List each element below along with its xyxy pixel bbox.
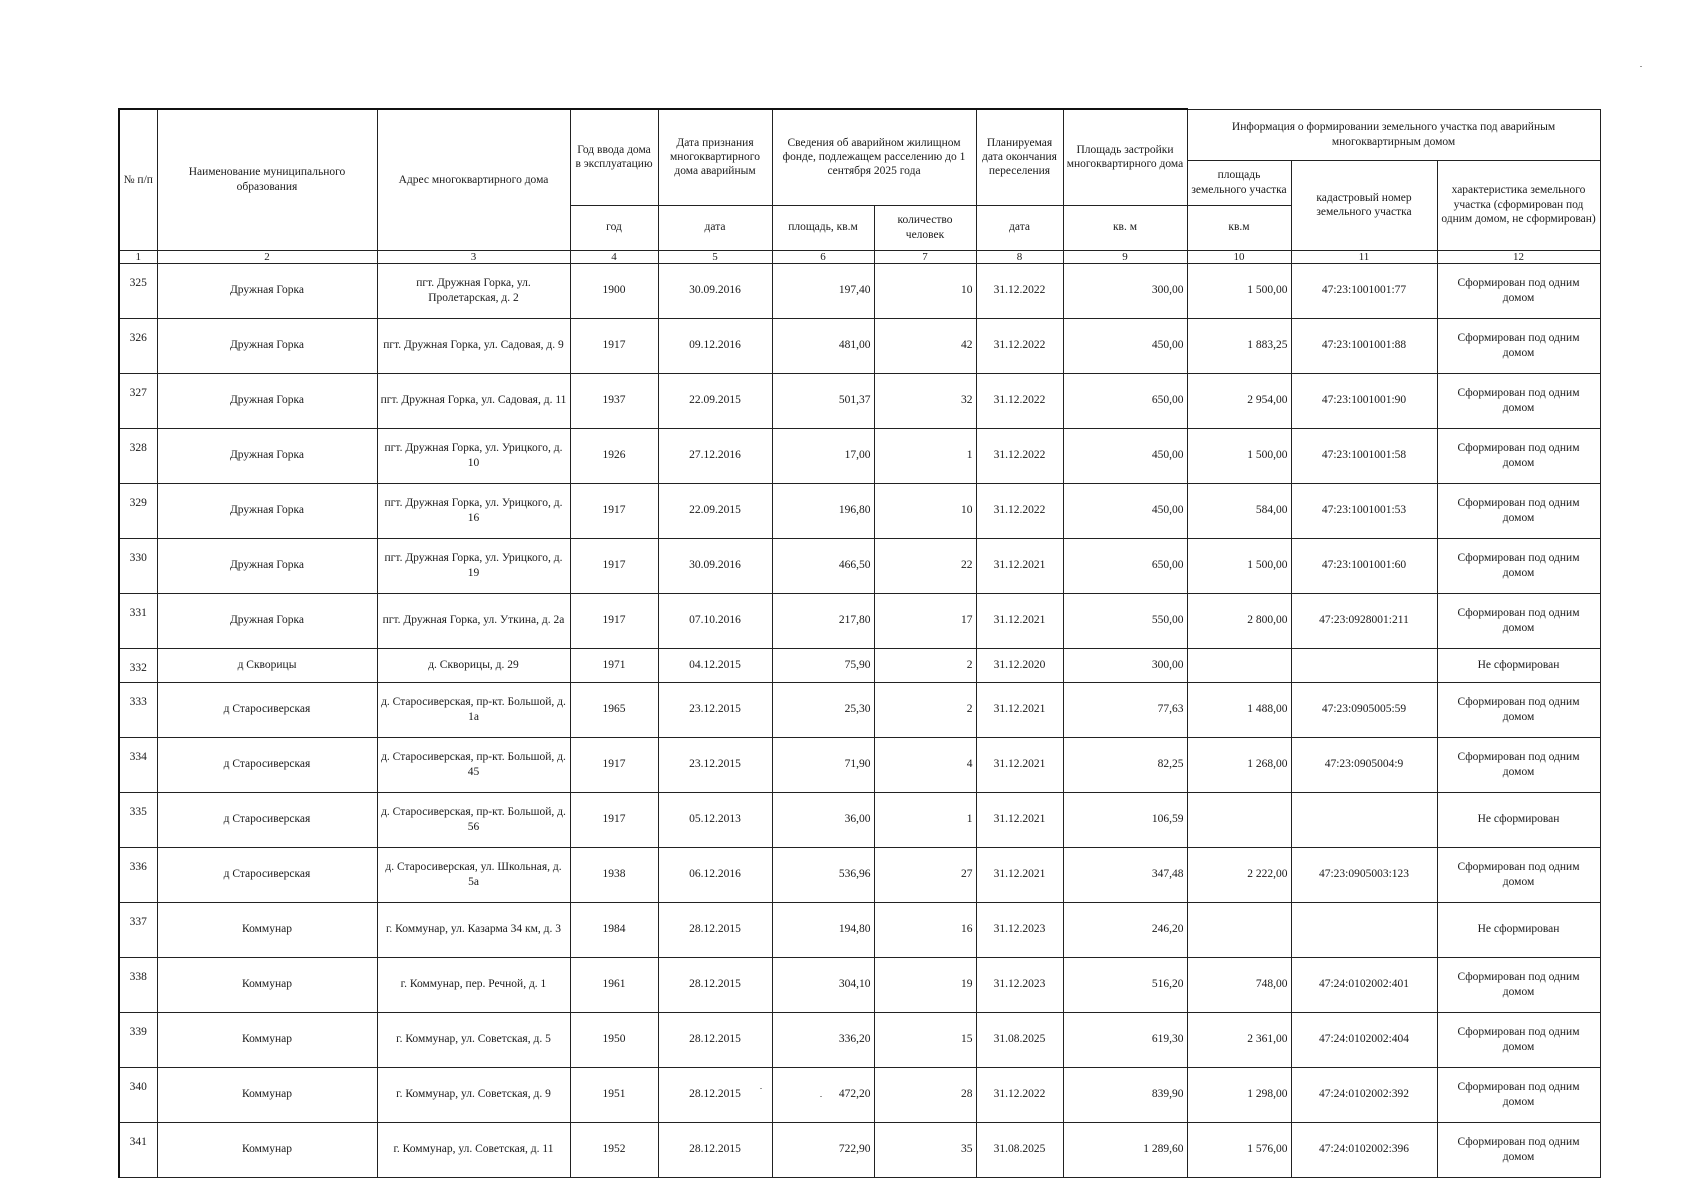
area-cell: 501,37 [772,373,874,428]
people-count-cell: 10 [874,483,976,538]
recognition-date-cell: 30.09.2016 [658,263,772,318]
cadastral-number-cell: 47:24:0102002:404 [1291,1012,1437,1067]
recognition-date-cell: 22.09.2015 [658,373,772,428]
land-area-cell [1187,902,1291,957]
table-row [119,483,1600,538]
row-number: 337 [119,902,157,957]
table-row [119,373,1600,428]
unit-land-area: кв.м [1187,205,1291,250]
people-count-cell: 10 [874,263,976,318]
table-row [119,648,1600,682]
cadastral-number-cell: 47:24:0102002:396 [1291,1122,1437,1177]
year-built-cell: 1951 [570,1067,658,1122]
land-status-cell: Сформирован под одним домом [1437,847,1600,902]
header-emergency-fund: Сведения об аварийном жилищном фонде, подлежащем расселению до 1 сентября 2025 года [772,109,976,205]
land-status-cell: Сформирован под одним домом [1437,1012,1600,1067]
table-row [119,902,1600,957]
recognition-date-cell: 27.12.2016 [658,428,772,483]
area-cell: 217,80 [772,593,874,648]
header-planned-date: Планируемая дата окончания переселения [976,109,1063,205]
municipality-cell: Дружная Горка [157,318,377,373]
building-area-cell: 839,90 [1063,1067,1187,1122]
land-area-cell [1187,792,1291,847]
table-row [119,847,1600,902]
planned-date-cell: 31.12.2020 [976,648,1063,682]
address-cell: д. Старосиверская, ул. Школьная, д. 5а [377,847,570,902]
planned-date-cell: 31.12.2022 [976,1067,1063,1122]
address-cell: д. Старосиверская, пр-кт. Большой, д. 45 [377,737,570,792]
row-number: 328 [119,428,157,483]
table-row [119,593,1600,648]
people-count-cell: 19 [874,957,976,1012]
year-built-cell: 1917 [570,737,658,792]
land-area-cell: 1 500,00 [1187,538,1291,593]
area-cell: 17,00 [772,428,874,483]
table-row [119,318,1600,373]
address-cell: г. Коммунар, ул. Советская, д. 9 [377,1067,570,1122]
table-row [119,1012,1600,1067]
building-area-cell: 300,00 [1063,263,1187,318]
building-area-cell: 347,48 [1063,847,1187,902]
year-built-cell: 1917 [570,318,658,373]
unit-people: количество человек [874,205,976,250]
municipality-cell: Дружная Горка [157,373,377,428]
planned-date-cell: 31.12.2021 [976,737,1063,792]
recognition-date-cell: 23.12.2015 [658,737,772,792]
land-status-cell: Сформирован под одним домом [1437,737,1600,792]
planned-date-cell: 31.12.2022 [976,373,1063,428]
year-built-cell: 1926 [570,428,658,483]
unit-plan-date: дата [976,205,1063,250]
table-row [119,538,1600,593]
recognition-date-cell: 28.12.2015 [658,902,772,957]
land-area-cell: 584,00 [1187,483,1291,538]
row-number: 329 [119,483,157,538]
table-row [119,1067,1600,1122]
people-count-cell: 2 [874,648,976,682]
recognition-date-cell: 07.10.2016 [658,593,772,648]
recognition-date-cell: 22.09.2015 [658,483,772,538]
building-area-cell: 619,30 [1063,1012,1187,1067]
unit-year: год [570,205,658,250]
row-number: 327 [119,373,157,428]
land-area-cell: 2 954,00 [1187,373,1291,428]
area-cell: 25,30 [772,682,874,737]
planned-date-cell: 31.12.2021 [976,792,1063,847]
municipality-cell: Коммунар [157,1122,377,1177]
address-cell: г. Коммунар, ул. Казарма 34 км, д. 3 [377,902,570,957]
row-number: 331 [119,593,157,648]
land-area-cell: 748,00 [1187,957,1291,1012]
year-built-cell: 1965 [570,682,658,737]
people-count-cell: 1 [874,792,976,847]
people-count-cell: 4 [874,737,976,792]
recognition-date-cell: 30.09.2016 [658,538,772,593]
row-number: 341 [119,1122,157,1177]
cadastral-number-cell: 47:23:1001001:88 [1291,318,1437,373]
col-number: 7 [874,250,976,263]
land-status-cell: Сформирован под одним домом [1437,318,1600,373]
year-built-cell: 1937 [570,373,658,428]
planned-date-cell: 31.12.2021 [976,847,1063,902]
land-status-cell: Сформирован под одним домом [1437,538,1600,593]
land-area-cell [1187,648,1291,682]
recognition-date-cell: 04.12.2015 [658,648,772,682]
header-recognition-date: Дата признания многоквартирного дома аварийным [658,109,772,205]
recognition-date-cell: 28.12.2015 [658,1067,772,1122]
unit-date: дата [658,205,772,250]
municipality-cell: д Старосиверская [157,847,377,902]
area-cell: 536,96 [772,847,874,902]
register-document [118,108,1598,1178]
col-number: 5 [658,250,772,263]
col-number: 9 [1063,250,1187,263]
col-number: 2 [157,250,377,263]
area-cell: 336,20 [772,1012,874,1067]
building-area-cell: 1 289,60 [1063,1122,1187,1177]
year-built-cell: 1938 [570,847,658,902]
header-cadastral: кадастровый номер земельного участка [1291,160,1437,250]
address-cell: пгт. Дружная Горка, ул. Урицкого, д. 10 [377,428,570,483]
header-municipality: Наименование муниципального образования [157,109,377,250]
land-area-cell: 1 268,00 [1187,737,1291,792]
year-built-cell: 1917 [570,483,658,538]
table-row [119,792,1600,847]
building-area-cell: 246,20 [1063,902,1187,957]
emergency-housing-table [118,108,1601,1178]
building-area-cell: 650,00 [1063,538,1187,593]
unit-area: площадь, кв.м [772,205,874,250]
municipality-cell: Дружная Горка [157,593,377,648]
header-num: № п/п [119,109,157,250]
year-built-cell: 1900 [570,263,658,318]
col-number: 6 [772,250,874,263]
recognition-date-cell: 06.12.2016 [658,847,772,902]
land-status-cell: Сформирован под одним домом [1437,593,1600,648]
col-number: 1 [119,250,157,263]
col-number: 8 [976,250,1063,263]
cadastral-number-cell: 47:23:0905004:9 [1291,737,1437,792]
people-count-cell: 2 [874,682,976,737]
planned-date-cell: 31.12.2022 [976,318,1063,373]
recognition-date-cell: 28.12.2015 [658,957,772,1012]
municipality-cell: Коммунар [157,902,377,957]
area-cell: 722,90 [772,1122,874,1177]
area-cell: 194,80 [772,902,874,957]
cadastral-number-cell: 47:23:1001001:90 [1291,373,1437,428]
municipality-cell: Дружная Горка [157,483,377,538]
area-cell: 197,40 [772,263,874,318]
header-land-character: характеристика земельного участка (сформирован под одним домом, не сформирован) [1437,160,1600,250]
land-area-cell: 2 361,00 [1187,1012,1291,1067]
cadastral-number-cell [1291,648,1437,682]
recognition-date-cell: 09.12.2016 [658,318,772,373]
people-count-cell: 16 [874,902,976,957]
address-cell: г. Коммунар, пер. Речной, д. 1 [377,957,570,1012]
recognition-date-cell: 05.12.2013 [658,792,772,847]
land-status-cell: Сформирован под одним домом [1437,682,1600,737]
area-cell: 36,00 [772,792,874,847]
land-status-cell: Сформирован под одним домом [1437,373,1600,428]
land-area-cell: 1 500,00 [1187,263,1291,318]
header-building-area: Площадь застройки многоквартирного дома [1063,109,1187,205]
building-area-cell: 516,20 [1063,957,1187,1012]
people-count-cell: 1 [874,428,976,483]
address-cell: пгт. Дружная Горка, ул. Уткина, д. 2а [377,593,570,648]
municipality-cell: д Старосиверская [157,737,377,792]
row-number: 334 [119,737,157,792]
table-row [119,428,1600,483]
address-cell: г. Коммунар, ул. Советская, д. 5 [377,1012,570,1067]
row-number: 339 [119,1012,157,1067]
people-count-cell: 22 [874,538,976,593]
row-number: 326 [119,318,157,373]
address-cell: д. Скворицы, д. 29 [377,648,570,682]
land-status-cell: Не сформирован [1437,792,1600,847]
people-count-cell: 15 [874,1012,976,1067]
municipality-cell: д Скворицы [157,648,377,682]
cadastral-number-cell: 47:23:1001001:60 [1291,538,1437,593]
planned-date-cell: 31.12.2022 [976,428,1063,483]
year-built-cell: 1952 [570,1122,658,1177]
row-number: 335 [119,792,157,847]
year-built-cell: 1984 [570,902,658,957]
recognition-date-cell: 23.12.2015 [658,682,772,737]
row-number: 332 [119,648,157,682]
header-land-area: площадь земельного участка [1187,160,1291,205]
address-cell: пгт. Дружная Горка, ул. Урицкого, д. 16 [377,483,570,538]
row-number: 333 [119,682,157,737]
people-count-cell: 35 [874,1122,976,1177]
land-area-cell: 1 488,00 [1187,682,1291,737]
land-area-cell: 2 222,00 [1187,847,1291,902]
address-cell: г. Коммунар, ул. Советская, д. 11 [377,1122,570,1177]
land-status-cell: Сформирован под одним домом [1437,428,1600,483]
cadastral-number-cell [1291,792,1437,847]
area-cell: 71,90 [772,737,874,792]
land-area-cell: 1 298,00 [1187,1067,1291,1122]
area-cell: 481,00 [772,318,874,373]
municipality-cell: Дружная Горка [157,538,377,593]
year-built-cell: 1950 [570,1012,658,1067]
table-row [119,737,1600,792]
col-number: 12 [1437,250,1600,263]
table-row [119,682,1600,737]
year-built-cell: 1961 [570,957,658,1012]
land-status-cell: Сформирован под одним домом [1437,263,1600,318]
building-area-cell: 550,00 [1063,593,1187,648]
building-area-cell: 450,00 [1063,318,1187,373]
year-built-cell: 1971 [570,648,658,682]
land-area-cell: 1 883,25 [1187,318,1291,373]
recognition-date-cell: 28.12.2015 [658,1012,772,1067]
people-count-cell: 42 [874,318,976,373]
cadastral-number-cell: 47:24:0102002:401 [1291,957,1437,1012]
area-cell: 472,20 [772,1067,874,1122]
address-cell: пгт. Дружная Горка, ул. Урицкого, д. 19 [377,538,570,593]
cadastral-number-cell: 47:23:0928001:211 [1291,593,1437,648]
planned-date-cell: 31.12.2021 [976,593,1063,648]
row-number: 336 [119,847,157,902]
building-area-cell: 300,00 [1063,648,1187,682]
planned-date-cell: 31.12.2021 [976,682,1063,737]
municipality-cell: Коммунар [157,957,377,1012]
people-count-cell: 27 [874,847,976,902]
planned-date-cell: 31.08.2025 [976,1122,1063,1177]
area-cell: 196,80 [772,483,874,538]
header-year-built: Год ввода дома в эксплуатацию [570,109,658,205]
header-land-info: Информация о формировании земельного участка под аварийным многоквартирным домом [1187,109,1600,160]
cadastral-number-cell: 47:24:0102002:392 [1291,1067,1437,1122]
cadastral-number-cell: 47:23:0905003:123 [1291,847,1437,902]
people-count-cell: 32 [874,373,976,428]
planned-date-cell: 31.12.2022 [976,263,1063,318]
col-number: 10 [1187,250,1291,263]
building-area-cell: 82,25 [1063,737,1187,792]
land-area-cell: 1 500,00 [1187,428,1291,483]
land-area-cell: 1 576,00 [1187,1122,1291,1177]
address-cell: д. Старосиверская, пр-кт. Большой, д. 56 [377,792,570,847]
people-count-cell: 28 [874,1067,976,1122]
people-count-cell: 17 [874,593,976,648]
planned-date-cell: 31.12.2022 [976,483,1063,538]
planned-date-cell: 31.12.2023 [976,902,1063,957]
building-area-cell: 450,00 [1063,483,1187,538]
unit-build-area: кв. м [1063,205,1187,250]
area-cell: 304,10 [772,957,874,1012]
planned-date-cell: 31.08.2025 [976,1012,1063,1067]
planned-date-cell: 31.12.2023 [976,957,1063,1012]
municipality-cell: д Старосиверская [157,792,377,847]
land-status-cell: Сформирован под одним домом [1437,1067,1600,1122]
address-cell: пгт. Дружная Горка, ул. Садовая, д. 9 [377,318,570,373]
cadastral-number-cell: 47:23:1001001:77 [1291,263,1437,318]
building-area-cell: 650,00 [1063,373,1187,428]
building-area-cell: 106,59 [1063,792,1187,847]
col-number: 11 [1291,250,1437,263]
building-area-cell: 450,00 [1063,428,1187,483]
year-built-cell: 1917 [570,792,658,847]
land-status-cell: Сформирован под одним домом [1437,1122,1600,1177]
area-cell: 75,90 [772,648,874,682]
row-number: 338 [119,957,157,1012]
cadastral-number-cell: 47:23:0905005:59 [1291,682,1437,737]
land-status-cell: Не сформирован [1437,648,1600,682]
building-area-cell: 77,63 [1063,682,1187,737]
recognition-date-cell: 28.12.2015 [658,1122,772,1177]
row-number: 330 [119,538,157,593]
municipality-cell: д Старосиверская [157,682,377,737]
col-number: 3 [377,250,570,263]
land-status-cell: Не сформирован [1437,902,1600,957]
land-area-cell: 2 800,00 [1187,593,1291,648]
table-row [119,1122,1600,1177]
col-number: 4 [570,250,658,263]
municipality-cell: Коммунар [157,1067,377,1122]
municipality-cell: Коммунар [157,1012,377,1067]
address-cell: пгт. Дружная Горка, ул. Садовая, д. 11 [377,373,570,428]
planned-date-cell: 31.12.2021 [976,538,1063,593]
cadastral-number-cell: 47:23:1001001:58 [1291,428,1437,483]
year-built-cell: 1917 [570,538,658,593]
address-cell: пгт. Дружная Горка, ул. Пролетарская, д. 2 [377,263,570,318]
cadastral-number-cell [1291,902,1437,957]
row-number: 340 [119,1067,157,1122]
row-number: 325 [119,263,157,318]
municipality-cell: Дружная Горка [157,263,377,318]
municipality-cell: Дружная Горка [157,428,377,483]
area-cell: 466,50 [772,538,874,593]
header-address: Адрес многоквартирного дома [377,109,570,250]
address-cell: д. Старосиверская, пр-кт. Большой, д. 1а [377,682,570,737]
table-row [119,957,1600,1012]
land-status-cell: Сформирован под одним домом [1437,483,1600,538]
land-status-cell: Сформирован под одним домом [1437,957,1600,1012]
cadastral-number-cell: 47:23:1001001:53 [1291,483,1437,538]
year-built-cell: 1917 [570,593,658,648]
table-row [119,263,1600,318]
